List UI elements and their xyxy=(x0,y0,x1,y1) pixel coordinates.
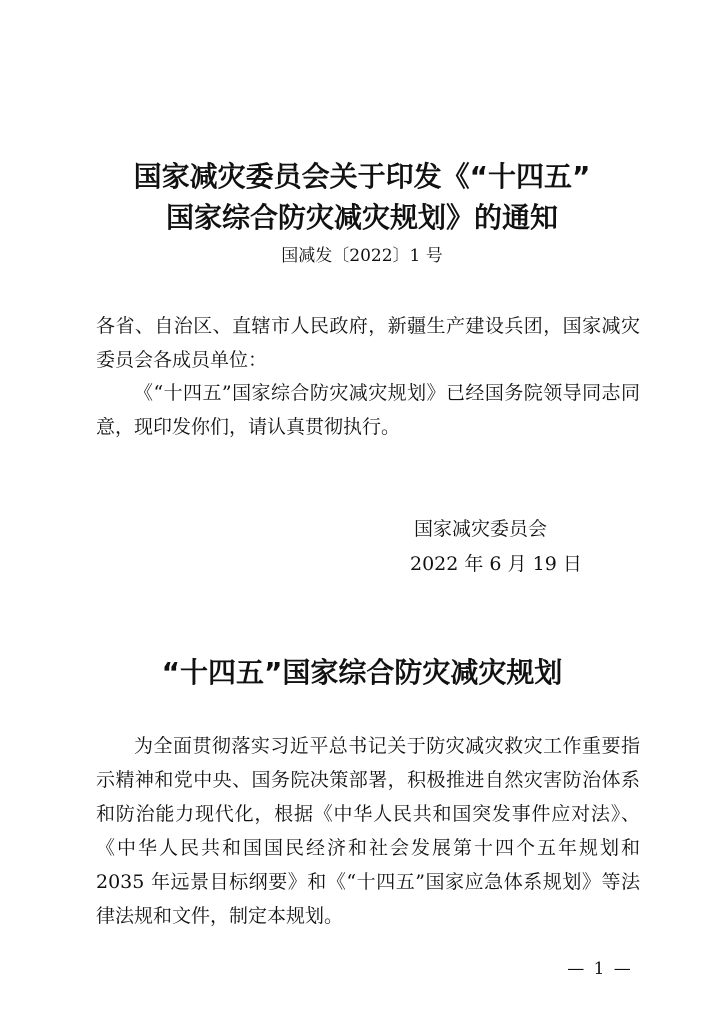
notice-body-text: 《“十四五”国家综合防灾减灾规划》已经国务院领导同志同意，现印发你们，请认真贯彻执行。 xyxy=(96,382,640,438)
plan-paragraph-1-text: 为全面贯彻落实习近平总书记关于防灾减灾救灾工作重要指示精神和党中央、国务院决策部署，积极推进自然灾害防治体系和防治能力现代化，根据《中华人民共和国突发事件应对法》、《中华人民共和国国民经济和社会发展第十四个五年规划和 2035 年远景目标纲要》和《“十四五”国家应急体系规划》等法律法规和文件，制定本规划。 xyxy=(96,735,640,927)
issuer-signature: 国家减灾委员会 xyxy=(414,518,548,540)
addressee-paragraph xyxy=(96,309,640,377)
document-number: 国减发〔2022〕1 号 xyxy=(281,246,443,266)
page-number: — 1 — xyxy=(567,959,633,979)
notice-title-line-2: 国家综合防灾减灾规划》的通知 xyxy=(165,201,558,234)
plan-paragraph-1 xyxy=(96,729,640,933)
notice-body-paragraph xyxy=(96,376,640,444)
addressee-text: 各省、自治区、直辖市人民政府，新疆生产建设兵团，国家减灾委员会各成员单位： xyxy=(96,315,640,371)
plan-title: “十四五”国家综合防灾减灾规划 xyxy=(161,656,563,689)
issue-date: 2022 年 6 月 19 日 xyxy=(410,553,582,575)
notice-title-line-1: 国家减灾委员会关于印发《“十四五” xyxy=(133,160,591,193)
